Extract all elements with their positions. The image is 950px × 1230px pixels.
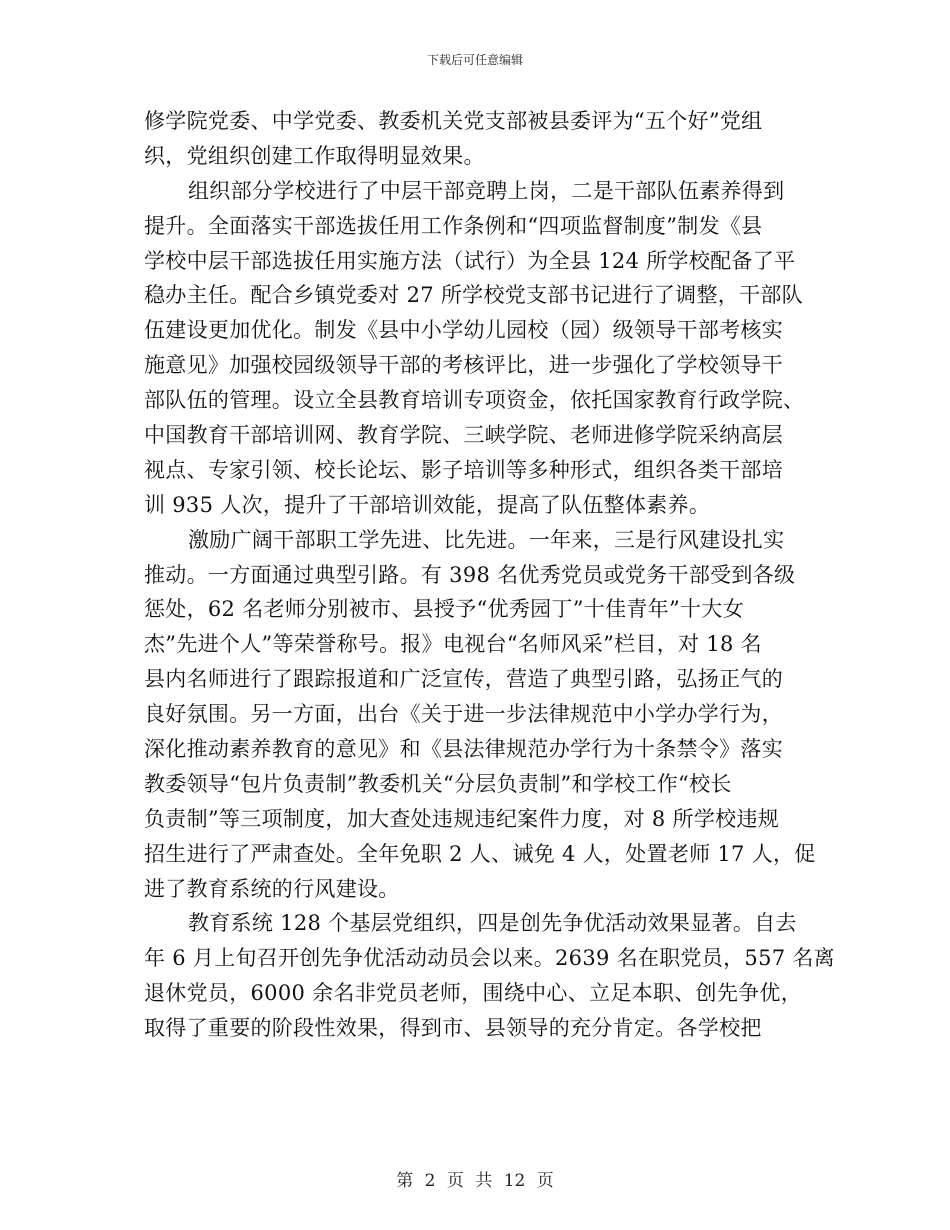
paragraph-start-line: 激励广阔干部职工学先进、比先进。一年来，三是行风建设扎实 bbox=[188, 527, 785, 552]
paragraph-start-line: 教育系统 128 个基层党组织，四是创先争优活动效果显著。自去 bbox=[188, 911, 797, 936]
text-line: 稳办主任。配合乡镇党委对 27 所学校党支部书记进行了调整，干部队 bbox=[144, 283, 803, 308]
text-line: 教委领导“包片负责制”教委机关“分层负责制”和学校工作“校长 bbox=[144, 771, 732, 796]
text-line: 中国教育干部培训网、教育学院、三峡学院、老师进修学院采纳高层 bbox=[144, 423, 783, 448]
text-line: 施意见》加强校园级领导干部的考核评比，进一步强化了学校领导干 bbox=[144, 353, 783, 378]
text-line: 县内名师进行了跟踪报道和广泛宣传，营造了典型引路，弘扬正气的 bbox=[144, 667, 783, 692]
text-line: 进了教育系统的行风建设。 bbox=[144, 876, 400, 901]
text-line: 杰”先进个人”等荣誉称号。报》电视台“名师风采”栏目，对 18 名 bbox=[144, 632, 762, 657]
text-line: 取得了重要的阶段性效果，得到市、县领导的充分肯定。各学校把 bbox=[144, 1016, 762, 1041]
text-line: 良好氛围。另一方面，出台《关于进一步法律规范中小学办学行为， bbox=[144, 702, 783, 727]
text-line: 修学院党委、中学党委、教委机关党支部被县委评为“五个好”党组 bbox=[144, 109, 763, 133]
text-line: 推动。一方面通过典型引路。有 398 名优秀党员或党务干部受到各级 bbox=[144, 562, 796, 587]
text-line: 伍建设更加优化。制发《县中小学幼儿园校（园）级领导干部考核实 bbox=[144, 318, 783, 343]
text-line: 部队伍的管理。设立全县教育培训专项资金，依托国家教育行政学院、 bbox=[144, 388, 805, 413]
text-line: 招生进行了严肃查处。全年免职 2 人、诫免 4 人，处置老师 17 人，促 bbox=[144, 841, 816, 866]
text-line: 视点、专家引领、校长论坛、影子培训等多种形式，组织各类干部培 bbox=[144, 457, 783, 482]
text-line: 训 935 人次，提升了干部培训效能，提高了队伍整体素养。 bbox=[144, 492, 711, 517]
text-line: 退休党员，6000 余名非党员老师，围绕中心、立足本职、创先争优， bbox=[144, 981, 803, 1006]
text-line: 提升。全面落实干部选拔任用工作条例和“四项监督制度”制发《县 bbox=[144, 213, 763, 238]
text-line: 惩处，62 名老师分别被市、县授予“优秀园丁”十佳青年”十大女 bbox=[144, 597, 744, 622]
text-line: 织，党组织创建工作取得明显效果。 bbox=[144, 143, 485, 168]
text-line: 年 6 月上旬召开创先争优活动动员会以来。2639 名在职党员，557 名离 bbox=[144, 946, 835, 971]
page-header-note: 下载后可任意编辑 bbox=[426, 53, 523, 67]
page-number-footer: 第 2 页 共 12 页 bbox=[396, 1171, 554, 1191]
text-line: 负责制”等三项制度，加大查处违规违纪案件力度，对 8 所学校违规 bbox=[144, 806, 780, 831]
document-body bbox=[144, 104, 835, 1046]
paragraph-start-line: 组织部分学校进行了中层干部竞聘上岗，二是干部队伍素养得到 bbox=[188, 178, 785, 203]
text-line: 学校中层干部选拔任用实施方法（试行）为全县 124 所学校配备了平 bbox=[144, 248, 796, 273]
text-line: 深化推动素养教育的意见》和《县法律规范办学行为十条禁令》落实 bbox=[144, 737, 783, 762]
